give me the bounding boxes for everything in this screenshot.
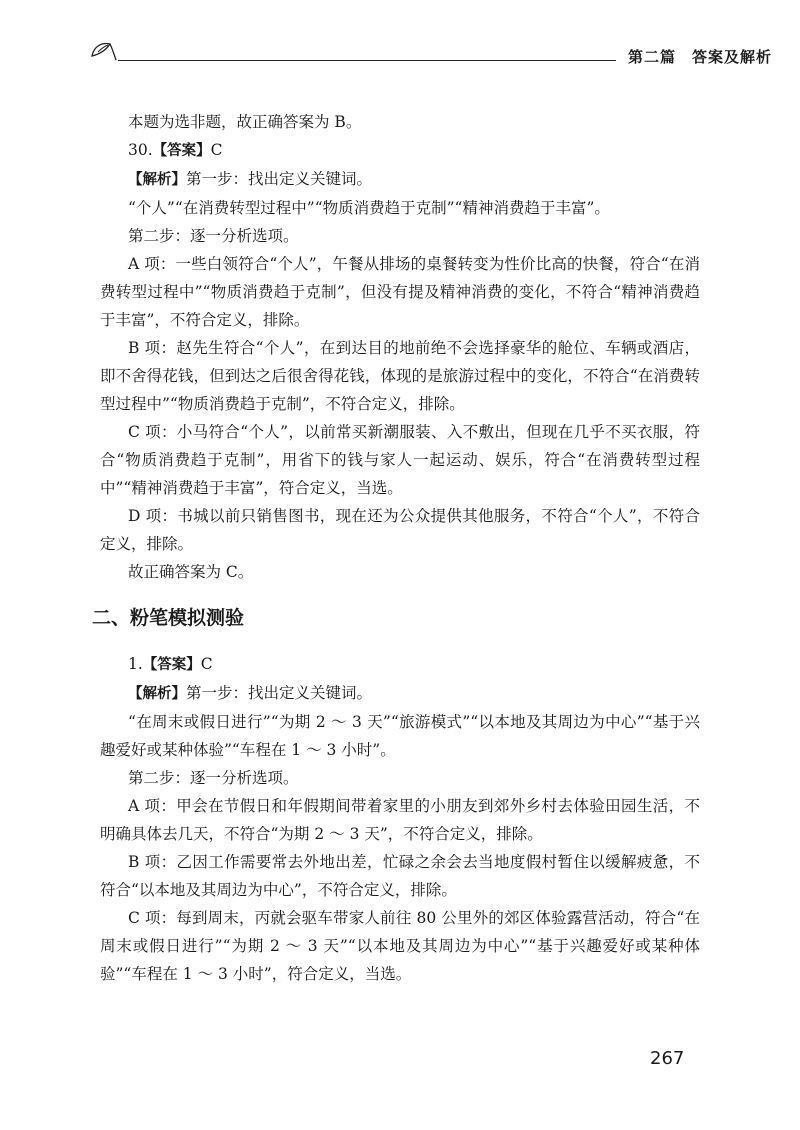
analysis-line [100,165,700,194]
paragraph: A 项：一些白领符合“个人”，午餐从排场的桌餐转变为性价比高的快餐，符合“在消费转型过程中”“物质消费趋于克制”，但没有提及精神消费的变化，不符合“精神消费趋于丰富”，不符合定义，排除。 [100,255,700,329]
answer-label: 【答案】 [152,143,211,159]
paragraph: B 项：乙因工作需要常去外地出差，忙碌之余会去当地度假村暂住以缓解疲惫，不符合“以本地及其周边为中心”，不符合定义，排除。 [100,853,700,899]
paragraph: “在周末或假日进行”“为期 2 ～ 3 天”“旅游模式”“以本地及其周边为中心”“基于兴趣爱好或某种体验”“车程在 1 ～ 3 小时”。 [100,713,700,759]
section-title: 第二篇 答案及解析 [628,48,773,66]
paragraph: 故正确答案为 C。 [128,563,254,581]
paragraph: C 项：每到周末，丙就会驱车带家人前往 80 公里外的郊区体验露营活动，符合“在周末或假日进行”“为期 2 ～ 3 天”“以本地及其周边为中心”“基于兴趣爱好或某种体验”“车程在 1 ～ 3 小时”，符合定义，当选。 [100,909,700,983]
paragraph: 本题为选非题，故正确答案为 B。 [128,113,362,131]
answer-line [100,136,700,165]
paragraph: B 项：赵先生符合“个人”，在到达目的地前绝不会选择豪华的舱位、车辆或酒店，即不舍得花钱，但到达之后很舍得花钱，体现的是旅游过程中的变化，不符合“在消费转型过程中”“物质消费趋于克制”，不符合定义，排除。 [100,339,700,413]
page-content [92,108,700,988]
section-heading: 二、粉笔模拟测验 [92,607,245,629]
question-number: 1. [128,655,143,673]
header-rule [118,60,616,61]
paragraph: 第二步：逐一分析选项。 [128,769,299,787]
analysis-text: 第一步：找出定义关键词。 [186,684,373,702]
paragraph: D 项：书城以前只销售图书，现在还为公众提供其他服务，不符合“个人”，不符合定义，排除。 [100,507,700,553]
analysis-line [100,679,700,708]
paragraph: C 项：小马符合“个人”，以前常买新潮服装、入不敷出，但现在几乎不买衣服，符合“物质消费趋于克制”，用省下的钱与家人一起运动、娱乐，符合“在消费转型过程中”“精神消费趋于丰富”，符合定义，当选。 [100,423,700,497]
answer-value: C [200,655,213,673]
paragraph: “个人”“在消费转型过程中”“物质消费趋于克制”“精神消费趋于丰富”。 [128,199,610,217]
answer-line [100,650,700,679]
paragraph: 第二步：逐一分析选项。 [128,227,299,245]
analysis-text: 第一步：找出定义关键词。 [186,170,373,188]
analysis-label: 【解析】 [128,686,186,702]
paragraph: A 项：甲会在节假日和年假期间带着家里的小朋友到郊外乡村去体验田园生活，不明确具体去几天，不符合“为期 2 ～ 3 天”，不符合定义，排除。 [100,797,700,843]
answer-label: 【答案】 [142,657,201,673]
leaf-icon [88,34,118,64]
page-header [88,34,773,74]
analysis-label: 【解析】 [128,172,186,188]
question-number: 30. [128,141,153,159]
page-number: 267 [650,1048,685,1069]
answer-value: C [210,141,223,159]
